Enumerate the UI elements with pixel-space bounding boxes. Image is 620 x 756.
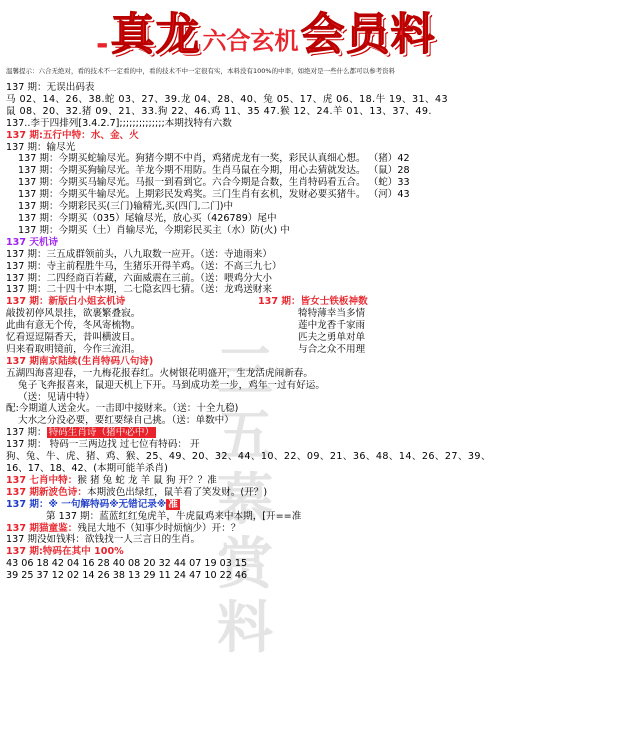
sec3-header: 137 期：输尽光 (6, 141, 76, 153)
watermark-char: 料 (217, 595, 273, 661)
disclaimer: 温馨提示：六合无绝对，看的技术不一定看的中，看的技术不中一定很有实，本料没有100%的中率，如绝对是一些什么都可以参考资料 (6, 67, 396, 75)
miji-line (6, 523, 612, 535)
sec3-line (6, 165, 612, 177)
watermark-char: 五 (217, 403, 273, 469)
sentence-label: 137 期：※ 一句解特码※无错记录※ (6, 498, 167, 510)
wuxing-text: 五行中特：水、金、火 (42, 129, 139, 141)
sec6-line: （送：见请中特） (18, 391, 95, 403)
sec6-line: 大水之分没必要，要红要绿自己挑。（送：单数中） (18, 415, 234, 427)
watermark-char: 赏 (217, 531, 273, 597)
tema-numbers: 43 06 18 42 04 16 28 40 08 20 32 44 07 19 03 15 (6, 558, 248, 570)
content (6, 66, 612, 582)
sec5-left-line: 敲拨初停风景挂，欲裹繁叠寂。 (6, 308, 141, 320)
sentence-header (6, 499, 612, 511)
wuxing-line (6, 130, 612, 142)
sec3-line-text: 137 期：今期买狗输尽光。羊龙今期不用防。生肖马鼠在今期，用心去猜就发达。 (18, 165, 366, 177)
sec1-row3: 137..李于四排列[3.4.2.7];;;;;;;;;;;;;;本期找特有六数 (6, 117, 232, 129)
sec5 (6, 296, 612, 356)
qixiao-text: 猴 猪 兔 蛇 龙 羊 鼠 狗 开？？准 (77, 474, 217, 486)
sec3-line-text: 137 期：今期买牛输尽光。上期彩民发鸡奖。三门生肖有玄机，发财必要买猪牛。 (18, 189, 366, 201)
sec5-left-header: 137 期：新版白小姐玄机诗 (6, 296, 126, 308)
sec6-line: 配:今期道人送金火。一击即中接财来。（送：十全九稳) (6, 403, 239, 415)
sec3-line-tag: （蛇）33 (368, 177, 410, 189)
sec5-right-line: 犄特薄幸当多情 (298, 308, 366, 320)
sec3-line (6, 189, 612, 201)
sec3-line-text: 137 期：今期买蛇输尽光。狗猪今期不中肖，鸡猪虎龙有一奖，彩民认真细心想。 (18, 153, 366, 165)
sec5-right (258, 296, 612, 356)
sec5-left-line: 此曲有意无个传，冬风寄梳物。 (6, 320, 141, 332)
sec3-extra: 137 期：今期买（035）尾输尽光，放心买（426789）尾中 (18, 212, 277, 224)
sec6-header: 137 期南京陆续(生肖特码八句诗) (6, 355, 154, 367)
title-part2: 六合玄机 (202, 26, 299, 55)
sec5-right-line: 莲中龙香千家雨 (298, 320, 366, 332)
tema-header: 137 期:特码在其中 100% (6, 546, 124, 558)
sec4-line: 137 期：二四经商百若藏，六面威震在三前。（送：喂鸡分大小 (6, 272, 272, 284)
page-title (96, 6, 435, 62)
title-part3: 会员料 (300, 9, 436, 60)
sec5-right-line: 与合之众不用理 (298, 343, 366, 355)
sec5-left-line: 忆看逗逗隔香天，昔叫横波目。 (6, 332, 141, 344)
wuxing-label: 137 期: (6, 129, 43, 141)
watermark-char: 慕 (217, 467, 273, 533)
qixiao-line (6, 475, 612, 487)
sec5-right-line: 匹夫之勇单对单 (298, 332, 366, 344)
sec4-line: 137 期：三五成群领前头，八九取数一应开。（送：寺迪雨来） (6, 248, 272, 260)
miji-label: 137 期猫童鉴： (6, 522, 78, 534)
miji-text: 残昆大地不（知事少时烦恼少）开：？ (77, 522, 241, 534)
special-text: 特码生肖诗（猪中必中） (48, 427, 155, 439)
sec4-line: 137 期：寺主前程胜牛马，生猪乐开得羊鸡。（送：不高三九七） (6, 260, 282, 272)
sec4-header: 137 天机诗 (6, 236, 59, 248)
sec3-extra: 137 期：今期买（土）肖输尽光，今期彩民买主（水）防(火) 中 (18, 224, 290, 236)
sec6-line: 五湖四海喜迎春，一九梅花报春红。火树银花明盛开，生龙活虎闹新春。 (6, 367, 313, 379)
special-label: 137 期： (6, 427, 47, 439)
sec3-extra: 137 期：今期彩民买(三门)输精光,买(四门,二门)中 (18, 201, 234, 213)
sec5-right-header: 137 期：皆女士铁板神数 (258, 296, 368, 308)
sec5-left-line: 归来看取明镜前，今作三流泪。 (6, 343, 141, 355)
sec6-line: 兔子飞奔报喜来，鼠迎天机上下开。马到成功差一步，鸡年一过有好运。 (18, 379, 325, 391)
sec1-row1: 马 02、14、26、38.蛇 03、27、39.龙 04、28、40、兔 05、17、虎 06、18.牛 19、31、43 (6, 93, 449, 105)
sentence-text: 第 137 期：蓝蓝红红兔虎羊，牛虎鼠鸡来中本期，[开==准 (46, 510, 302, 522)
watermark-char: 三 (217, 339, 273, 405)
sentence-badge: 准 (168, 498, 178, 510)
title-dash: - (96, 27, 109, 62)
newbo-label: 137 期新波色诗： (6, 486, 87, 498)
special-line (6, 427, 612, 439)
sec4-line: 137 期：二十四十中本期，二七隐玄四七猜。（送：龙鸡送财来 (6, 284, 272, 296)
sec1-header: 137 期：无误出码表 (6, 82, 95, 93)
sec3-line-text: 137 期：今期买马输尽光。马报一到看到它。六合今期是合数，生肖特码看五合。 (18, 177, 366, 189)
sec3-line-tag: （猪）42 (368, 153, 410, 165)
sec5-left (6, 296, 258, 356)
sec3-line-tag: （河）43 (368, 189, 410, 201)
qian-line: 137 期没如钱料：欲钱找一人三言日的生肖。 (6, 534, 201, 546)
tema-numbers: 39 25 37 12 02 14 26 38 13 29 11 24 47 10 22 46 (6, 570, 248, 582)
newbo-text: 本期波色出绿红，鼠羊看了笑发财。(开？) (86, 486, 268, 498)
sec3-line (6, 153, 612, 165)
sec1-row2: 鼠 08、20、32.猪 09、21、33.狗 22、46.鸡 11、35 47.猴 12、24.羊 01、13、37、49. (6, 105, 432, 117)
sec7-line2: 狗、兔、牛、虎、猪、鸡、猴、25、49、20、32、44、10、22、09、21、36、48、14、26、27、39、 (6, 451, 491, 463)
newbo-line (6, 487, 612, 499)
sec7-line3: 16、17、18、42、(本期可能羊杀肖) (6, 463, 168, 474)
sec7-line1: 137 期： 特码一三两边找 过七位有特码： 开 (6, 439, 200, 451)
title-part1: 真龙 (110, 9, 201, 60)
sec3-line (6, 177, 612, 189)
qixiao-label: 137 七肖中特： (6, 474, 78, 486)
sec3-line-tag: （鼠）28 (368, 165, 410, 177)
